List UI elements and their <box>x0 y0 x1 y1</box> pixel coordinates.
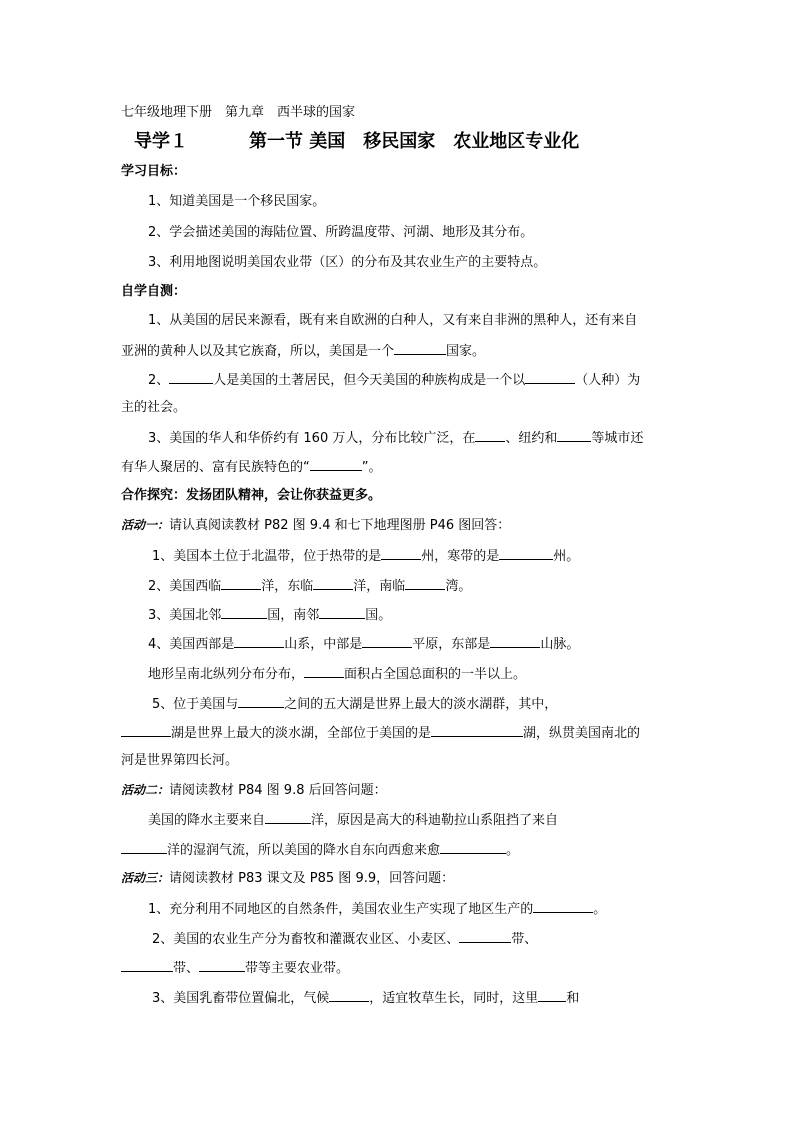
question-text: 2、美国的农业生产分为畜牧和灌溉农业区、小麦区、 <box>152 932 460 947</box>
answer-blank[interactable] <box>238 694 284 708</box>
question-text: 湖是世界上最大的淡水湖，全部位于美国的是 <box>171 726 432 741</box>
question-text: 洋，南临 <box>353 579 406 594</box>
answer-blank[interactable] <box>221 576 261 590</box>
answer-blank[interactable] <box>221 605 267 619</box>
answer-blank[interactable] <box>310 457 362 471</box>
question-line <box>121 840 519 860</box>
answer-blank[interactable] <box>490 634 540 648</box>
question-text: 国。 <box>365 608 392 623</box>
activity-intro-text: 请阅读教材 P84 图 9.8 后回答问题： <box>169 783 387 798</box>
question-text: （人种）为 <box>575 373 641 388</box>
activity-label: 活动三： <box>121 871 170 885</box>
question-line <box>121 958 349 978</box>
question-text: 洋的湿润气流，所以美国的降水自东向西愈来愈 <box>167 843 441 858</box>
answer-blank[interactable] <box>169 370 213 384</box>
answer-blank[interactable] <box>557 428 591 442</box>
question-line: 主的社会。 <box>121 400 187 415</box>
activity-three-intro <box>121 869 454 888</box>
question-text: 。 <box>506 843 520 858</box>
course-header: 七年级地理下册 第九章 西半球的国家 <box>121 105 356 120</box>
question-text: ”。 <box>361 460 382 475</box>
question-line <box>148 428 643 448</box>
question-line <box>148 634 579 654</box>
question-text: 州，寒带的是 <box>421 549 500 564</box>
activity-label: 活动一： <box>121 518 170 532</box>
question-line <box>121 341 485 361</box>
question-text: 人是美国的土著居民，但今天美国的种族构成是一个以 <box>213 373 526 388</box>
activity-intro-text: 请阅读教材 P83 课文及 P85 图 9.9，回答问题： <box>169 871 455 886</box>
question-text: 地形呈南北纵列分布分布， <box>148 667 305 682</box>
answer-blank[interactable] <box>121 723 171 737</box>
goal-item: 2、学会描述美国的海陆位置、所跨温度带、河湖、地形及其分布。 <box>148 225 534 240</box>
answer-blank[interactable] <box>265 810 311 824</box>
question-line: 1、从美国的居民来源看，既有来自欧洲的白种人，又有来自非洲的黑种人，还有来自 <box>148 313 638 328</box>
question-line <box>148 810 558 830</box>
goal-item: 1、知道美国是一个移民国家。 <box>148 194 326 209</box>
question-line: 河是世界第四长河。 <box>121 753 239 768</box>
question-text: 之间的五大湖是世界上最大的淡水湖群，其中， <box>284 697 558 712</box>
answer-blank[interactable] <box>533 899 593 913</box>
question-text: 湾。 <box>445 579 472 594</box>
question-text: 。 <box>593 902 607 917</box>
question-line <box>148 899 606 919</box>
goal-item: 3、利用地图说明美国农业带（区）的分布及其农业生产的主要特点。 <box>148 255 547 270</box>
answer-blank[interactable] <box>199 958 245 972</box>
question-text: 面积占全国总面积的一半以上。 <box>344 667 527 682</box>
section-title: 第一节 美国 移民国家 农业地区专业化 <box>249 131 580 152</box>
question-line <box>152 988 579 1008</box>
activity-intro-text: 请认真阅读教材 P82 图 9.4 和七下地理图册 P46 图回答： <box>169 518 511 533</box>
question-text: 和 <box>566 991 580 1006</box>
question-text: 国，南邻 <box>267 608 320 623</box>
question-text: 4、美国西部是 <box>148 637 235 652</box>
goals-heading: 学习目标： <box>121 164 187 179</box>
question-text: 山系，中部是 <box>284 637 363 652</box>
question-text: 5、位于美国与 <box>152 697 239 712</box>
question-text: ，适宜牧草生长，同时，这里 <box>369 991 539 1006</box>
question-line <box>152 929 537 949</box>
answer-blank[interactable] <box>121 840 167 854</box>
answer-blank[interactable] <box>313 576 353 590</box>
answer-blank[interactable] <box>234 634 284 648</box>
answer-blank[interactable] <box>499 546 553 560</box>
guide-label: 导学１ <box>134 131 188 152</box>
question-line <box>121 457 382 477</box>
answer-blank[interactable] <box>304 664 344 678</box>
question-text: 带、 <box>173 961 200 976</box>
question-text: 1、充分利用不同地区的自然条件，美国农业生产实现了地区生产的 <box>148 902 534 917</box>
question-text: 平原，东部是 <box>412 637 491 652</box>
answer-blank[interactable] <box>319 605 365 619</box>
activity-label: 活动二： <box>121 783 170 797</box>
answer-blank[interactable] <box>431 723 523 737</box>
question-text: 湖，纵贯美国南北的 <box>523 726 641 741</box>
question-text: 带等主要农业带。 <box>245 961 350 976</box>
answer-blank[interactable] <box>525 370 575 384</box>
answer-blank[interactable] <box>538 988 566 1002</box>
question-text: 带、 <box>511 932 538 947</box>
answer-blank[interactable] <box>362 634 412 648</box>
question-line <box>152 694 557 714</box>
question-text: 山脉。 <box>540 637 580 652</box>
answer-blank[interactable] <box>459 929 511 943</box>
self-test-heading: 自学自测： <box>121 284 187 299</box>
question-text: 亚洲的黄种人以及其它族裔，所以，美国是一个 <box>121 344 395 359</box>
answer-blank[interactable] <box>440 840 506 854</box>
question-text: 2、 <box>148 373 170 388</box>
question-line <box>148 664 526 684</box>
question-text: 2、美国西临 <box>148 579 222 594</box>
question-line <box>121 723 640 743</box>
answer-blank[interactable] <box>394 341 446 355</box>
question-text: 、纽约和 <box>505 431 558 446</box>
activity-one-intro <box>121 516 510 535</box>
activity-two-intro <box>121 781 387 800</box>
question-text: 1、美国本土位于北温带，位于热带的是 <box>152 549 382 564</box>
question-text: 有华人聚居的、富有民族特色的“ <box>121 460 310 475</box>
coop-heading: 合作探究：发扬团队精神，会让你获益更多。 <box>121 488 382 503</box>
question-text: 州。 <box>553 549 580 564</box>
answer-blank[interactable] <box>329 988 369 1002</box>
question-text: 洋，东临 <box>261 579 314 594</box>
question-line <box>148 605 391 625</box>
question-text: 3、美国乳畜带位置偏北，气候 <box>152 991 330 1006</box>
answer-blank[interactable] <box>381 546 421 560</box>
question-line <box>148 370 640 390</box>
answer-blank[interactable] <box>475 428 505 442</box>
question-line <box>148 576 471 596</box>
question-text: 国家。 <box>446 344 486 359</box>
question-text: 洋，原因是高大的科迪勒拉山系阻挡了来自 <box>311 813 559 828</box>
question-text: 美国的降水主要来自 <box>148 813 266 828</box>
question-text: 3、美国北邻 <box>148 608 222 623</box>
question-line <box>152 546 579 566</box>
answer-blank[interactable] <box>405 576 445 590</box>
question-text: 等城市还 <box>591 431 644 446</box>
question-text: 3、美国的华人和华侨约有 160 万人，分布比较广泛，在 <box>148 431 476 446</box>
answer-blank[interactable] <box>121 958 173 972</box>
